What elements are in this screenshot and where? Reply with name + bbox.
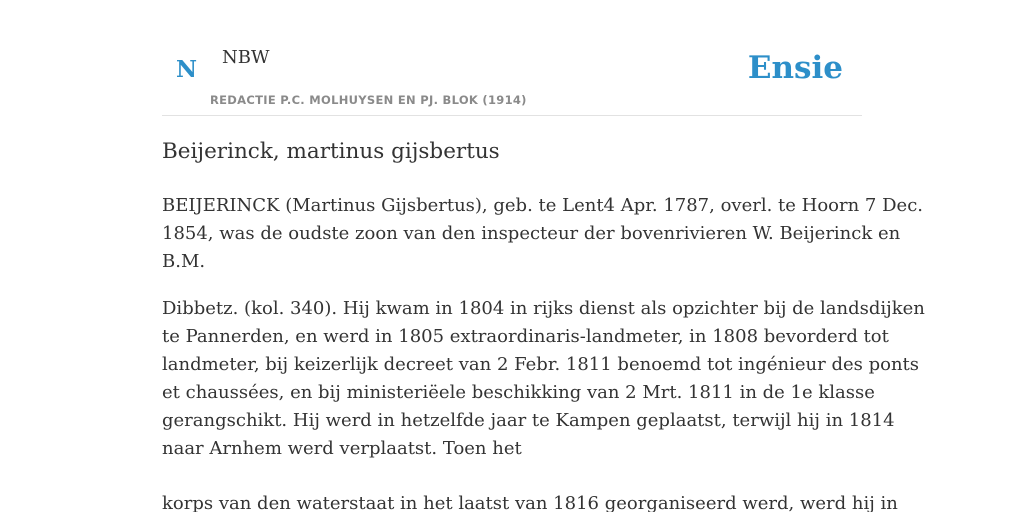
paragraph-line: BEIJERINCK (Martinus Gijsbertus), geb. te Lent4 Apr. 1787, overl. te Hoorn 7 Dec. (162, 195, 923, 216)
article-paragraph (162, 490, 898, 512)
source-logo-icon[interactable]: N (176, 56, 198, 83)
article-paragraph (162, 192, 923, 276)
paragraph-line: korps van den waterstaat in het laatst van 1816 georganiseerd werd, werd hij in (162, 493, 898, 512)
source-name[interactable]: NBW (222, 47, 270, 68)
paragraph-line: naar Arnhem werd verplaatst. Toen het (162, 438, 522, 459)
header (162, 40, 862, 116)
paragraph-line: 1854, was de oudste zoon van den inspecteur der bovenrivieren W. Beijerinck en (162, 223, 901, 244)
paragraph-line: landmeter, bij keizerlijk decreet van 2 Febr. 1811 benoemd tot ingénieur des ponts (162, 354, 920, 375)
paragraph-line: Dibbetz. (kol. 340). Hij kwam in 1804 in rijks dienst als opzichter bij de landsdijken (162, 298, 925, 319)
source-credit: REDACTIE P.C. MOLHUYSEN EN PJ. BLOK (1914) (210, 93, 527, 107)
paragraph-line: et chaussées, en bij ministeriëele beschikking van 2 Mrt. 1811 in de 1e klasse (162, 382, 875, 403)
brand-logo[interactable]: Ensie (747, 50, 843, 86)
article-paragraph (162, 295, 925, 463)
paragraph-line: gerangschikt. Hij werd in hetzelfde jaar te Kampen geplaatst, terwijl hij in 1814 (162, 410, 895, 431)
paragraph-line: te Pannerden, en werd in 1805 extraordinaris-landmeter, in 1808 bevorderd tot (162, 326, 889, 347)
article-title: Beijerinck, martinus gijsbertus (162, 139, 500, 164)
paragraph-line: B.M. (162, 251, 206, 272)
